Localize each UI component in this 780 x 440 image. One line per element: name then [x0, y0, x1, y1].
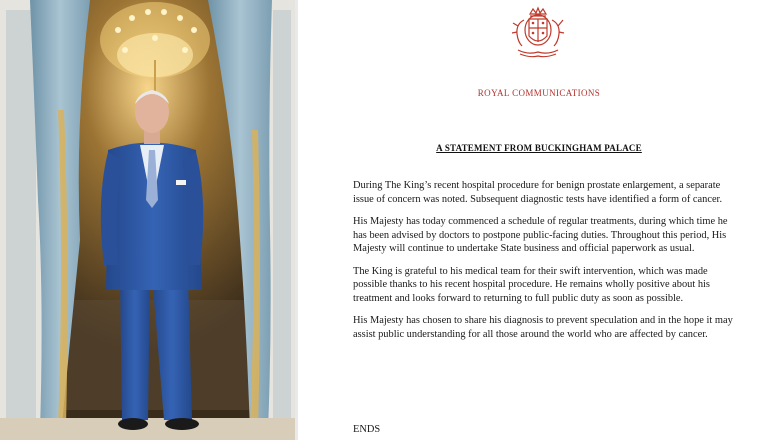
- portrait-photo: [0, 0, 295, 440]
- statement-body: [353, 179, 733, 350]
- royal-coat-of-arms-icon: [508, 6, 568, 60]
- closing-text: ENDS: [353, 424, 381, 435]
- statement-paragraph: During The King’s recent hospital procedure for benign prostate enlargement, a separate issue of concern was noted. Subsequent diagnostic tests have identified a form of cancer.: [353, 180, 723, 205]
- statement-paragraph: His Majesty has chosen to share his diagnosis to prevent speculation and in the hope it may assist public understanding for all those around the world who are affected by cancer.: [353, 315, 733, 340]
- statement-heading: A STATEMENT FROM BUCKINGHAM PALACE: [436, 143, 642, 153]
- statement-paragraph: His Majesty has today commenced a schedule of regular treatments, during which time he has been advised by doctors to postpone public-facing duties. Throughout this period, His Majesty will continue to undertake State business and official paperwork as usual.: [353, 216, 728, 254]
- department-label: ROYAL COMMUNICATIONS: [477, 88, 601, 98]
- portrait-illustration: [0, 0, 295, 440]
- statement-letter: [298, 0, 780, 440]
- statement-paragraph: The King is grateful to his medical team for their swift intervention, which was made possible thanks to his recent hospital procedure. He remains wholly positive about his treatment and looks forward to returning to full public duty as soon as possible.: [353, 265, 710, 304]
